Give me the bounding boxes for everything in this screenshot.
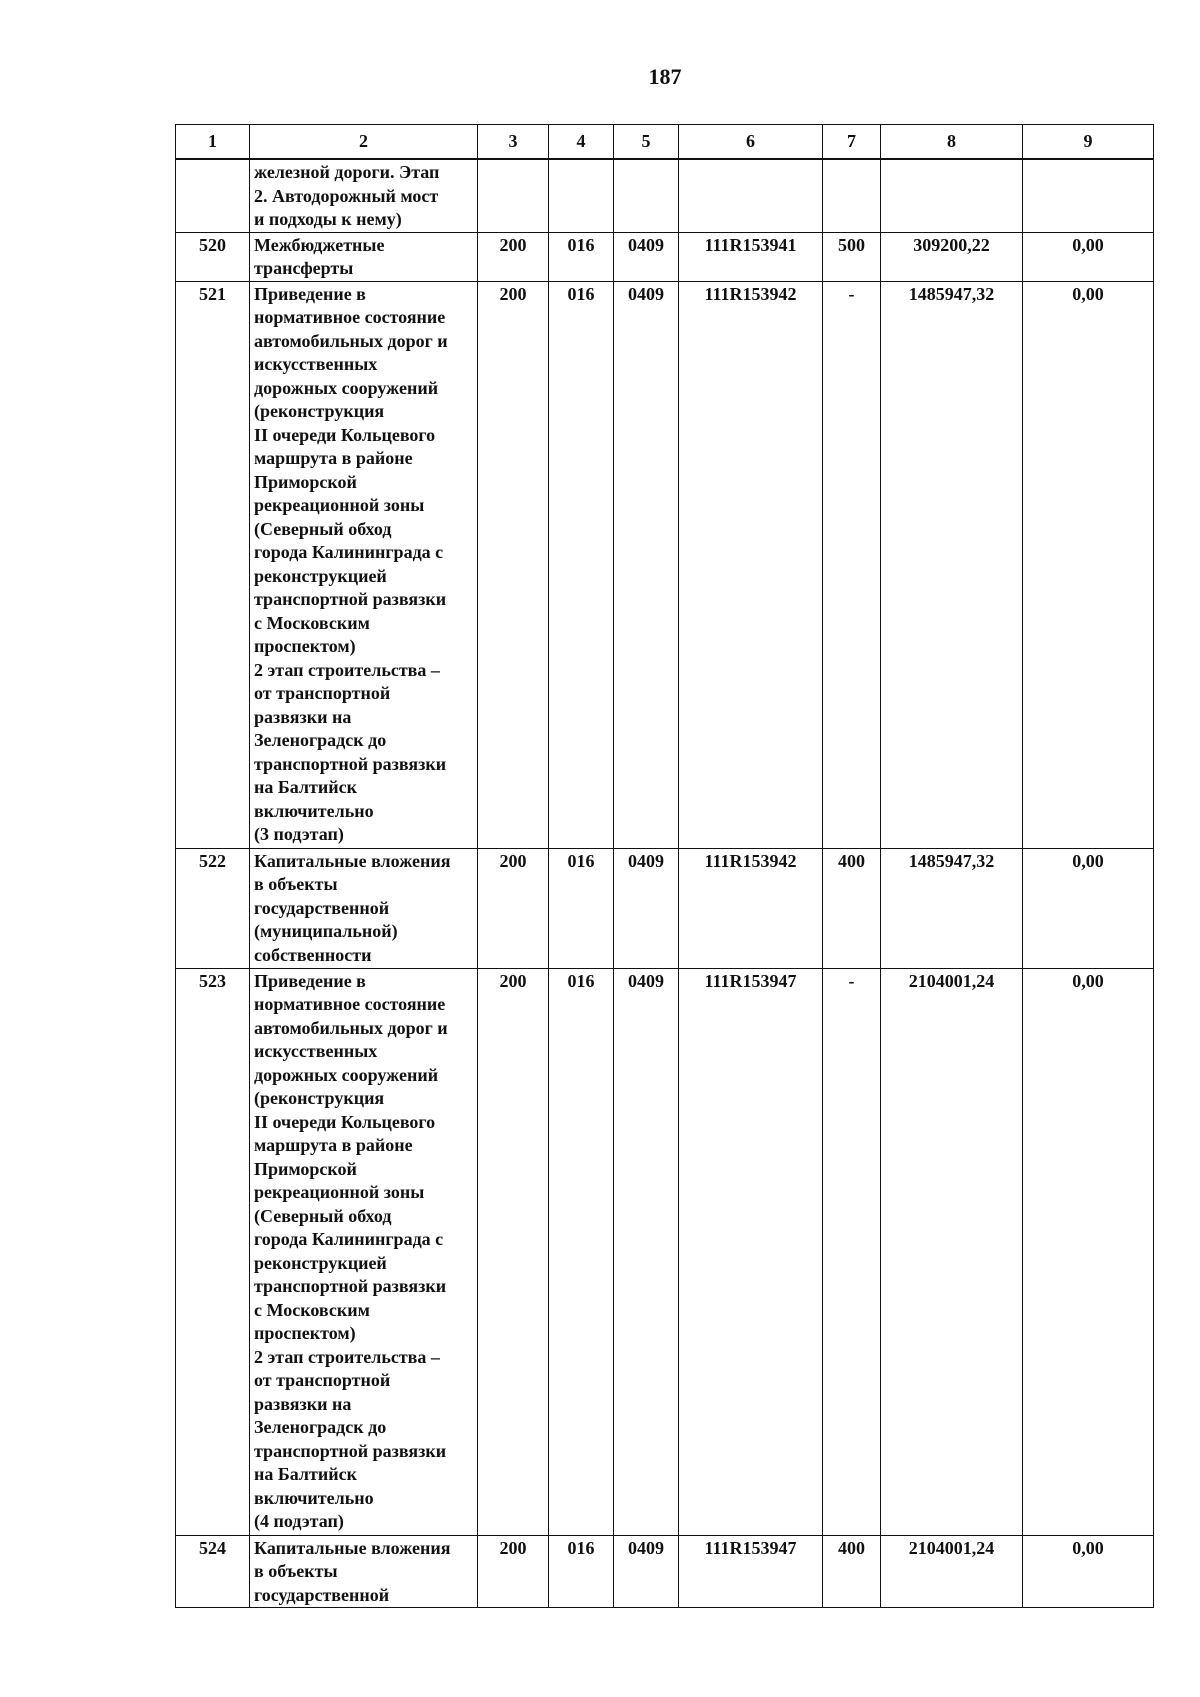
- column-header-8: 8: [881, 125, 1023, 160]
- row-number: 522: [176, 848, 250, 968]
- row-number: 520: [176, 232, 250, 281]
- code-cell: [549, 159, 614, 232]
- column-header-3: 3: [478, 125, 549, 160]
- code-cell: 0409: [614, 848, 679, 968]
- code-cell: 016: [549, 232, 614, 281]
- expense-type-cell: 400: [823, 1535, 881, 1608]
- target-article-cell: 111R153947: [679, 1535, 823, 1608]
- amount-cell: 309200,22: [881, 232, 1023, 281]
- row-number: 523: [176, 968, 250, 1535]
- amount-cell: 2104001,24: [881, 1535, 1023, 1608]
- code-cell: 200: [478, 281, 549, 848]
- code-cell: [614, 159, 679, 232]
- code-cell: 0409: [614, 232, 679, 281]
- amount-cell: [1023, 159, 1154, 232]
- amount-cell: 0,00: [1023, 968, 1154, 1535]
- target-article-cell: 111R153942: [679, 848, 823, 968]
- row-description: Приведение в нормативное состояние автомобильных дорог и искусственных дорожных сооружений (реконструкция II очереди Кольцевого маршрута в районе Приморской рекреационной зоны (Северный обход города Калининграда с реконструкцией транспортной развязки с Московским проспектом) 2 этап строительства – от транспортной развязки на Зеленоградск до транспортной развязки на Балтийск включительно (4 подэтап): [250, 968, 478, 1535]
- table-row: [176, 281, 1154, 848]
- column-header-2: 2: [250, 125, 478, 160]
- row-number: [176, 159, 250, 232]
- target-article-cell: 111R153947: [679, 968, 823, 1535]
- code-cell: 0409: [614, 281, 679, 848]
- column-header-1: 1: [176, 125, 250, 160]
- column-header-4: 4: [549, 125, 614, 160]
- page-number: 187: [648, 64, 682, 89]
- amount-cell: 0,00: [1023, 1535, 1154, 1608]
- column-header-9: 9: [1023, 125, 1154, 160]
- target-article-cell: 111R153941: [679, 232, 823, 281]
- code-cell: [478, 159, 549, 232]
- amount-cell: 2104001,24: [881, 968, 1023, 1535]
- code-cell: 016: [549, 281, 614, 848]
- code-cell: 0409: [614, 968, 679, 1535]
- code-cell: 200: [478, 1535, 549, 1608]
- code-cell: 200: [478, 968, 549, 1535]
- amount-cell: 0,00: [1023, 232, 1154, 281]
- expense-type-cell: -: [823, 281, 881, 848]
- table-row: [176, 159, 1154, 232]
- table-row: [176, 848, 1154, 968]
- table-row: [176, 1535, 1154, 1608]
- amount-cell: [881, 159, 1023, 232]
- expense-type-cell: 400: [823, 848, 881, 968]
- expense-type-cell: 500: [823, 232, 881, 281]
- amount-cell: 1485947,32: [881, 281, 1023, 848]
- amount-cell: 1485947,32: [881, 848, 1023, 968]
- code-cell: 016: [549, 968, 614, 1535]
- column-header-7: 7: [823, 125, 881, 160]
- budget-table: [175, 124, 1154, 1608]
- table-row: [176, 232, 1154, 281]
- code-cell: 016: [549, 1535, 614, 1608]
- code-cell: 016: [549, 848, 614, 968]
- column-header-6: 6: [679, 125, 823, 160]
- expense-type-cell: [823, 159, 881, 232]
- code-cell: 200: [478, 232, 549, 281]
- amount-cell: 0,00: [1023, 281, 1154, 848]
- column-header-5: 5: [614, 125, 679, 160]
- row-number: 521: [176, 281, 250, 848]
- target-article-cell: 111R153942: [679, 281, 823, 848]
- row-description: железной дороги. Этап 2. Автодорожный мост и подходы к нему): [250, 159, 478, 232]
- header-row: [176, 125, 1154, 160]
- row-number: 524: [176, 1535, 250, 1608]
- table-row: [176, 968, 1154, 1535]
- code-cell: 200: [478, 848, 549, 968]
- row-description: Капитальные вложения в объекты государственной: [250, 1535, 478, 1608]
- target-article-cell: [679, 159, 823, 232]
- row-description: Межбюджетные трансферты: [250, 232, 478, 281]
- amount-cell: 0,00: [1023, 848, 1154, 968]
- expense-type-cell: -: [823, 968, 881, 1535]
- row-description: Приведение в нормативное состояние автомобильных дорог и искусственных дорожных сооружений (реконструкция II очереди Кольцевого маршрута в районе Приморской рекреационной зоны (Северный обход города Калининграда с реконструкцией транспортной развязки с Московским проспектом) 2 этап строительства – от транспортной развязки на Зеленоградск до транспортной развязки на Балтийск включительно (3 подэтап): [250, 281, 478, 848]
- row-description: Капитальные вложения в объекты государственной (муниципальной) собственности: [250, 848, 478, 968]
- code-cell: 0409: [614, 1535, 679, 1608]
